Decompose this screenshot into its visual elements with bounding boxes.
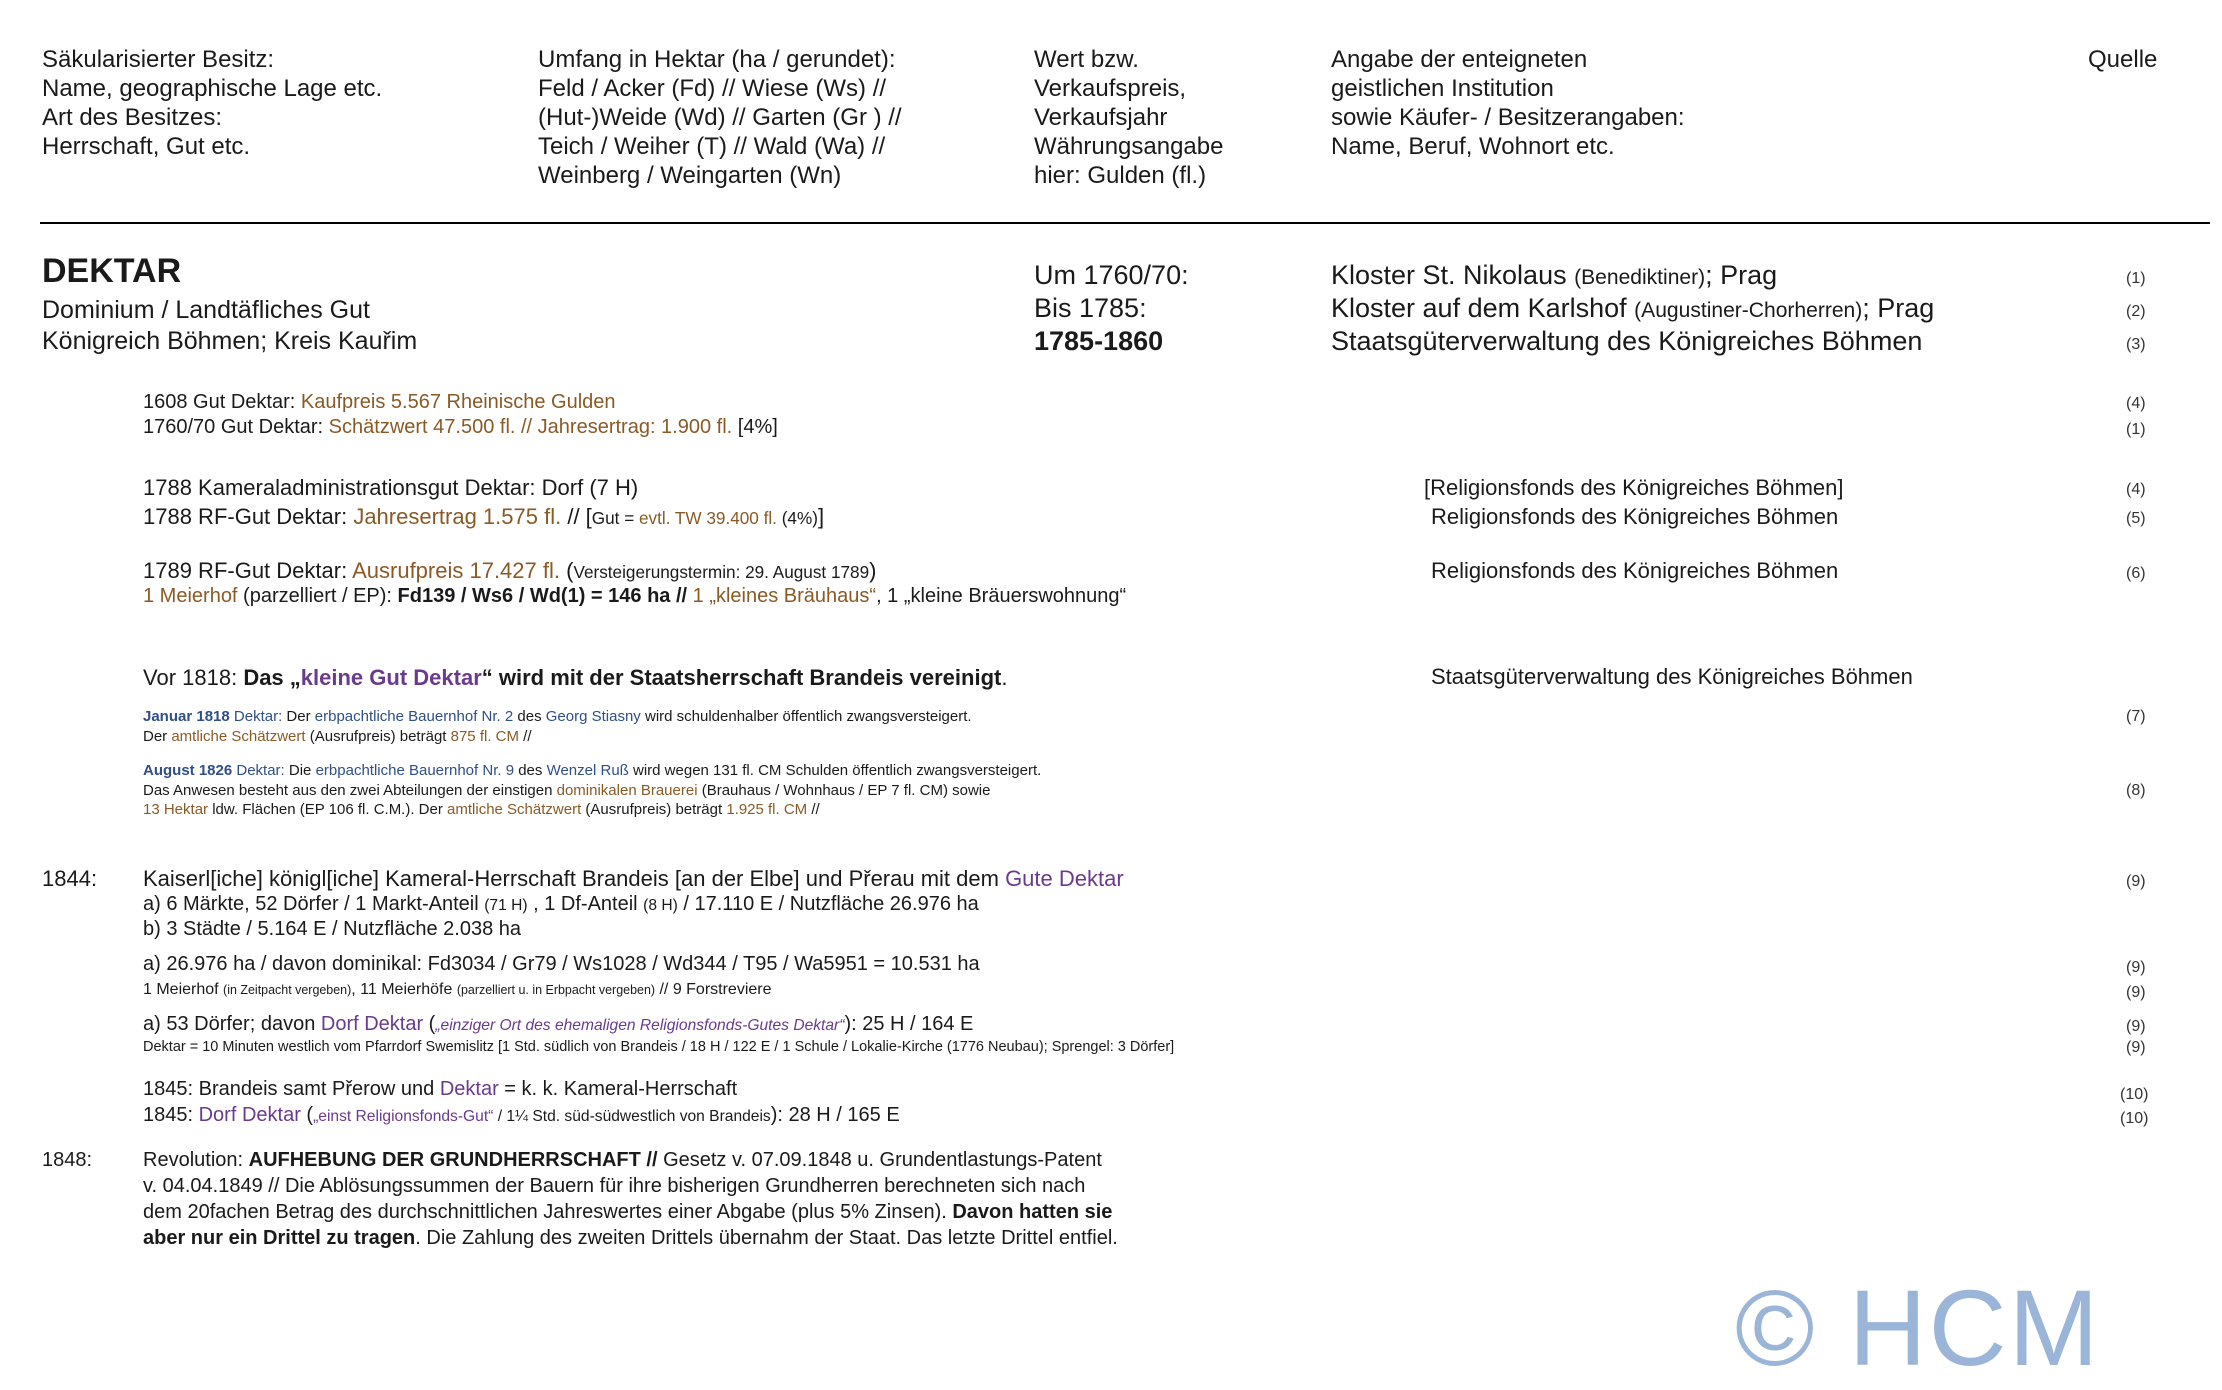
entry-text: ( — [300, 1104, 314, 1126]
entry-1844-a — [143, 893, 979, 916]
header-line: Angabe der enteigneten — [1331, 46, 1588, 73]
entry-text: // [ — [561, 504, 592, 529]
source-ref: (1) — [2126, 270, 2146, 287]
header-line: Feld / Acker (Fd) // Wiese (Ws) // — [538, 75, 887, 102]
note-date: Januar 1818 — [143, 708, 230, 725]
entry-text: // 9 Forstreviere — [655, 981, 772, 998]
source-ref: (4) — [2126, 395, 2146, 412]
source-ref: (6) — [2126, 565, 2146, 582]
entry-text: / 17.110 E / Nutzfläche 26.976 ha — [677, 893, 979, 915]
entry-text: Gesetz v. 07.09.1848 u. Grundentlastungs-Patent — [657, 1149, 1102, 1171]
header-col-besitz — [42, 45, 382, 161]
header-divider — [40, 222, 2210, 224]
source-ref: (7) — [2126, 708, 2146, 725]
source-ref: (9) — [2126, 984, 2146, 1001]
note-text: // — [518, 728, 532, 745]
entry-value: 1 „kleines Bräuhaus“ — [687, 585, 877, 607]
header-line: Währungsangabe — [1034, 133, 1224, 160]
entry-text: . — [1001, 665, 1008, 690]
note-1818-value — [143, 728, 532, 745]
note-highlight: erbpachtliche Bauernhof Nr. 9 — [315, 762, 515, 779]
entry-1848-l1 — [143, 1149, 1102, 1172]
header-line: Weinberg / Weingarten (Wn) — [538, 162, 842, 189]
entry-text: ( — [560, 558, 574, 583]
entry-1848-l3 — [143, 1201, 1112, 1224]
entry-highlight: Davon hatten sie — [952, 1201, 1113, 1223]
entry-value: evtl. TW 39.400 fl. — [639, 508, 777, 528]
title-subtitle: Dominium / Landtäfliches Gut — [42, 296, 370, 324]
header-line: Säkularisierter Besitz: — [42, 46, 275, 73]
owner-place: ; Prag — [1705, 260, 1778, 290]
entry-highlight: kleine Gut Dektar — [300, 665, 482, 690]
header-line: Name, Beruf, Wohnort etc. — [1331, 133, 1615, 160]
entry-quote: „einziger Ort des ehemaligen Religionsfonds-Gutes Dektar“ — [435, 1017, 845, 1034]
entry-value: Schätzwert 47.500 fl. // Jahresertrag: 1.900 fl. — [328, 416, 733, 438]
entry-text: 1845: Brandeis samt Přerow und — [143, 1078, 440, 1100]
entry-text: 1788 RF-Gut Dektar: — [143, 504, 354, 529]
entry-houses: (71 H) — [484, 897, 528, 914]
note-1818 — [143, 708, 972, 725]
entry-text: = k. k. Kameral-Herrschaft — [498, 1078, 738, 1100]
copyright-watermark: © HCM — [1735, 1267, 2101, 1388]
entry-text: “ wird mit der Staatsherrschaft Brandeis vereinigt — [481, 665, 1002, 690]
entry-text: ] — [817, 504, 825, 529]
entry-text: 1789 RF-Gut Dektar: — [143, 558, 353, 583]
entry-highlight: Dorf Dektar — [320, 1013, 424, 1035]
note-text: ldw. Flächen (EP 106 fl. C.M.). Der — [208, 801, 448, 818]
note-text: Die — [288, 762, 316, 779]
note-value: 875 fl. CM — [450, 728, 519, 745]
header-line: Umfang in Hektar (ha / gerundet): — [538, 46, 896, 73]
note-1826 — [143, 762, 1041, 779]
note-text: Das Anwesen besteht aus den zwei Abteilungen der einstigen — [143, 782, 557, 799]
auction-date: Versteigerungstermin: 29. August 1789 — [573, 562, 870, 582]
entry-highlight: aber nur ein Drittel zu tragen — [143, 1227, 416, 1249]
source-ref: (9) — [2126, 959, 2146, 976]
entry-text: a) 6 Märkte, 52 Dörfer / 1 Markt-Anteil — [143, 893, 485, 915]
date-1: Um 1760/70: — [1034, 260, 1189, 290]
note-highlight: Wenzel Ruß — [546, 762, 629, 779]
note-highlight: erbpachtliche Bauernhof Nr. 2 — [314, 708, 514, 725]
entry-rate: [4%] — [732, 416, 778, 438]
source-ref: (9) — [2126, 1039, 2146, 1056]
entry-highlight: Dektar — [439, 1078, 499, 1100]
entry-text: Vor 1818: — [143, 665, 244, 690]
entry-1760 — [143, 416, 778, 439]
source-ref: (3) — [2126, 336, 2146, 353]
header-line: (Hut-)Weide (Wd) // Garten (Gr ) // — [538, 104, 902, 131]
source-ref: (4) — [2126, 481, 2146, 498]
entry-text: , 11 Meierhöfe — [351, 981, 457, 998]
entry-1844-lage: Dektar = 10 Minuten westlich vom Pfarrdorf Swemislitz [1 Std. südlich von Brandeis / 18 H / 122 E / 1 Schule / Lokalie-Kirche (1776 Neubau); Sprengel: 3 Dörfer] — [143, 1039, 1175, 1055]
note-highlight: dominikalen Brauerei — [556, 782, 698, 799]
note-text: Der — [143, 728, 172, 745]
entry-value: Jahresertrag 1.575 fl. — [353, 504, 562, 529]
entry-text: Das „ — [243, 665, 301, 690]
header-line: Teich / Weiher (T) // Wald (Wa) // — [538, 133, 886, 160]
header-line: Verkaufsjahr — [1034, 104, 1168, 131]
source-ref: (8) — [2126, 782, 2146, 799]
entry-text: , 1 „kleine Bräuerswohnung“ — [876, 585, 1127, 607]
entry-1608 — [143, 391, 616, 414]
note-highlight: 13 Hektar — [143, 801, 209, 818]
entry-text: 1 Meierhof — [143, 981, 224, 998]
note-highlight: amtliche Schätzwert — [447, 801, 582, 818]
entry-text: 1845: — [143, 1104, 199, 1126]
entry-text: Gut = — [591, 508, 639, 528]
year-1848: 1848: — [42, 1149, 93, 1171]
owner-name: Kloster auf dem Karlshof — [1331, 293, 1627, 323]
entry-note: (in Zeitpacht vergeben) — [223, 983, 352, 997]
entry-text: Kaiserl[iche] königl[iche] Kameral-Herrschaft Brandeis [an der Elbe] und Přerau mit dem — [143, 866, 1006, 891]
owner-1 — [1331, 260, 1777, 291]
note-date: August 1826 — [143, 762, 233, 779]
source-ref: (10) — [2120, 1110, 2149, 1127]
header-line: Verkaufspreis, — [1034, 75, 1187, 102]
header-col-quelle: Quelle — [2088, 46, 2158, 73]
header-col-wert — [1034, 45, 1223, 190]
entry-text: dem 20fachen Betrag des durchschnittlichen Jahreswertes einer Abgabe (plus 5% Zinsen). — [143, 1201, 953, 1223]
entry-1844-area: a) 26.976 ha / davon dominikal: Fd3034 / Gr79 / Ws1028 / Wd344 / T95 / Wa5951 = 10.531 ha — [143, 953, 980, 975]
note-text: (Brauhaus / Wohnhaus / EP 7 fl. CM) sowie — [697, 782, 991, 799]
header-line: geistlichen Institution — [1331, 75, 1554, 102]
entry-1844-meierhof — [143, 981, 772, 999]
entry-text: Revolution: — [143, 1149, 249, 1171]
entry-1844-b: b) 3 Städte / 5.164 E / Nutzfläche 2.038 ha — [143, 918, 522, 940]
header-line: Art des Besitzes: — [42, 104, 223, 131]
entry-note: / 1¼ Std. süd-südwestlich von Brandeis — [493, 1108, 771, 1125]
entry-1789-rf — [143, 558, 876, 584]
entry-text: 1760/70 Gut Dektar: — [143, 416, 329, 438]
entry-text: ) — [869, 558, 877, 583]
entry-text: 1608 Gut Dektar: — [143, 391, 301, 413]
source-ref: (9) — [2126, 873, 2146, 890]
entry-1789-detail — [143, 585, 1126, 608]
entry-1845-dorf — [143, 1104, 900, 1127]
note-highlight: Georg Stiasny — [545, 708, 641, 725]
entry-1848-l2: v. 04.04.1849 // Die Ablösungssummen der Bauern für ihre bisherigen Grundherren berechneten sich nach — [143, 1175, 1086, 1197]
entry-text: (parzelliert / EP): — [237, 585, 398, 607]
note-text: (Ausrufpreis) beträgt — [305, 728, 451, 745]
owner-place: ; Prag — [1862, 293, 1935, 323]
owner-name: Kloster St. Nikolaus — [1331, 260, 1567, 290]
note-1826-detail — [143, 782, 990, 799]
page-title: DEKTAR — [42, 252, 182, 290]
owner-2 — [1331, 293, 1934, 324]
note-place: Dektar: — [229, 708, 287, 725]
entry-1848-l4 — [143, 1227, 1118, 1250]
entry-vor-1818 — [143, 665, 1007, 691]
note-text: des — [514, 762, 547, 779]
entry-value: Ausrufpreis 17.427 fl. — [352, 558, 560, 583]
entry-1788-kameral: 1788 Kameraladministrationsgut Dektar: Dorf (7 H) — [143, 475, 639, 500]
note-text: (Ausrufpreis) beträgt — [581, 801, 727, 818]
entry-rate: (4%) — [776, 508, 818, 528]
header-line: hier: Gulden (fl.) — [1034, 162, 1207, 189]
entry-text: a) 53 Dörfer; davon — [143, 1013, 321, 1035]
source-ref: (1) — [2126, 421, 2146, 438]
owner-3: Staatsgüterverwaltung des Königreiches Böhmen — [1331, 326, 1923, 356]
title-region: Königreich Böhmen; Kreis Kauřim — [42, 327, 418, 355]
entry-note: (parzelliert u. in Erbpacht vergeben) — [456, 983, 656, 997]
header-line: Wert bzw. — [1034, 46, 1139, 73]
note-highlight: amtliche Schätzwert — [171, 728, 306, 745]
year-1844: 1844: — [42, 866, 98, 891]
entry-houses: (8 H) — [643, 897, 678, 914]
source-ref: (10) — [2120, 1086, 2149, 1103]
owner-staatsgueter: Staatsgüterverwaltung des Königreiches Böhmen — [1431, 664, 1913, 689]
owner-religionsfonds: Religionsfonds des Königreiches Böhmen — [1431, 558, 1839, 583]
entry-text: , 1 Df-Anteil — [527, 893, 644, 915]
header-line: sowie Käufer- / Besitzerangaben: — [1331, 104, 1685, 131]
entry-quote: „einst Religionsfonds-Gut“ — [313, 1108, 494, 1125]
owner-religionsfonds: Religionsfonds des Königreiches Böhmen — [1431, 504, 1839, 529]
note-place: Dektar: — [232, 762, 289, 779]
entry-1844-herrschaft — [143, 866, 1124, 892]
entry-highlight: AUFHEBUNG DER GRUNDHERRSCHAFT // — [248, 1149, 658, 1171]
entry-text: ): 28 H / 165 E — [770, 1104, 900, 1126]
note-text: des — [513, 708, 546, 725]
source-ref: (9) — [2126, 1018, 2146, 1035]
entry-text: ): 25 H / 164 E — [844, 1013, 974, 1035]
source-ref: (5) — [2126, 510, 2146, 527]
owner-order: (Augustiner-Chorherren) — [1634, 299, 1863, 322]
note-text: wird schuldenhalber öffentlich zwangsversteigert. — [640, 708, 972, 725]
note-text: Der — [286, 708, 315, 725]
note-text: // — [807, 801, 820, 818]
entry-1844-doerfer — [143, 1013, 973, 1036]
source-ref: (2) — [2126, 303, 2146, 320]
entry-1845-kameral — [143, 1078, 737, 1101]
date-2: Bis 1785: — [1034, 293, 1147, 323]
entry-1788-rf — [143, 504, 824, 530]
entry-price: Kaufpreis 5.567 Rheinische Gulden — [300, 391, 616, 413]
header-line: Herrschaft, Gut etc. — [42, 133, 251, 160]
header-col-umfang — [538, 45, 902, 190]
owner-religionsfonds-bracket: [Religionsfonds des Königreiches Böhmen] — [1424, 475, 1844, 500]
owner-order: (Benediktiner) — [1574, 266, 1706, 289]
entry-text: . Die Zahlung des zweiten Drittels übernahm der Staat. Das letzte Drittel entfiel. — [415, 1227, 1118, 1249]
header-line: Name, geographische Lage etc. — [42, 75, 383, 102]
note-1826-value — [143, 801, 820, 818]
entry-highlight: Gute Dektar — [1005, 866, 1124, 891]
entry-highlight: Dorf Dektar — [198, 1104, 301, 1126]
note-text: wird wegen 131 fl. CM Schulden öffentlich zwangsversteigert. — [628, 762, 1042, 779]
entry-text: ( — [423, 1013, 436, 1035]
entry-value: 1 Meierhof — [143, 585, 238, 607]
date-3: 1785-1860 — [1034, 326, 1164, 356]
header-col-institution — [1331, 45, 1685, 161]
note-value: 1.925 fl. CM — [726, 801, 808, 818]
entry-area: Fd139 / Ws6 / Wd(1) = 146 ha // — [397, 585, 688, 607]
